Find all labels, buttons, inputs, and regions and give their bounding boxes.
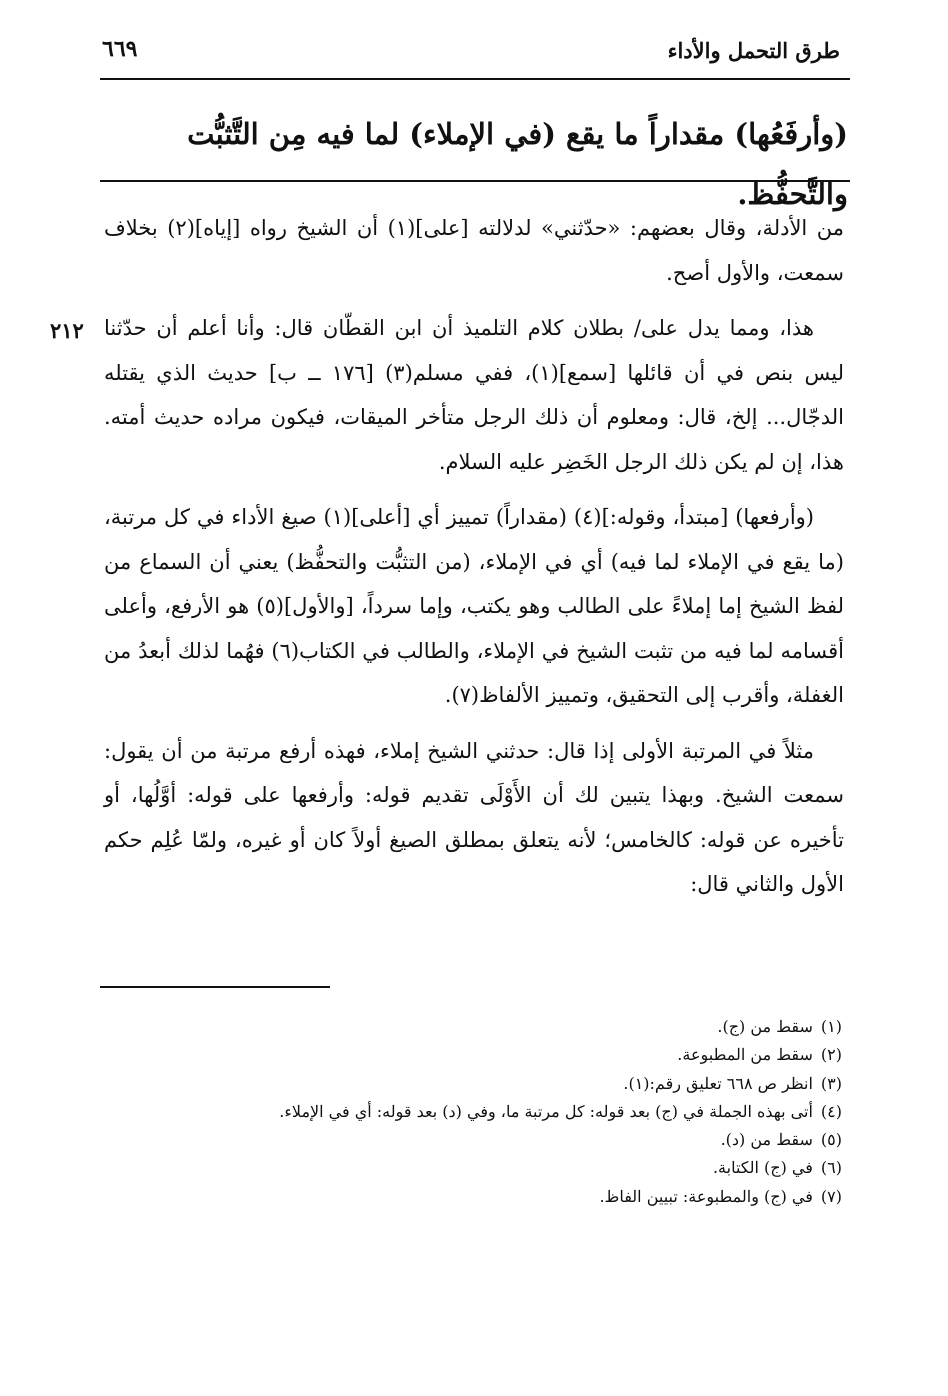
footnote-number: (٦) <box>820 1158 842 1178</box>
footnote-number: (٤) <box>820 1101 842 1121</box>
footnote-text: في (ج) والمطبوعة: تبيين الفاظ. <box>599 1186 813 1206</box>
manuscript-folio-note: ٢١٢ <box>50 318 84 343</box>
footnote <box>102 1098 842 1126</box>
paragraph: مثلاً في المرتبة الأولى إذا قال: حدثني الشيخ إملاء، فهذه أرفع مرتبة من أن يقول: سمعت الشيخ. وبهذا يتبين لك أن الأَوْلَى تقديم قوله: وأرفعها على قوله: أوَّلُها، أو تأخيره عن قوله: كالخامس؛ لأنه يتعلق بمطلق الصيغ أولاً كان أو غيره، ولمّا عُلِم حكم الأول والثاني قال: <box>104 738 844 896</box>
footnote <box>102 1126 842 1154</box>
matn-text: (وأرفَعُها) مقداراً ما يقع (في الإملاء) لما فيه مِن التَّثبُّت والتَّحفُّظ. <box>187 117 848 211</box>
footnote-text: سقط من المطبوعة. <box>677 1045 813 1065</box>
footnote-text: في (ج) الكتابة. <box>712 1158 813 1178</box>
footnote-text: انظر ص ٦٦٨ تعليق رقم:(١). <box>623 1073 813 1093</box>
footnote <box>102 1013 842 1041</box>
footnote-text: سقط من (د). <box>720 1130 813 1150</box>
footnote-number: (٧) <box>820 1186 842 1206</box>
footnote <box>102 1154 842 1182</box>
footnote <box>102 1041 842 1069</box>
footnote-text: أتى بهذه الجملة في (ج) بعد قوله: كل مرتبة ما، وفي (د) بعد قوله: أي في الإملاء. <box>279 1101 813 1121</box>
footnote <box>102 1070 842 1098</box>
footnote-number: (١) <box>820 1017 842 1036</box>
paragraph: هذا، ومما يدل على/ بطلان كلام التلميذ أن ابن القطّان قال: وأنا أعلم أن حدّثنا ليس بنص في أن قائلها [سمع](١)، ففي مسلم(٣) [١٧٦ ــ ب] حديث الذي يقتله الدجّال... إلخ، قال: ومعلوم أن ذلك الرجل متأخر الميقات، فيكون مراده حديث أمته. هذا، إن لم يكن ذلك الرجل الخَضِر عليه السلام. <box>104 316 844 474</box>
page-number: ٦٦٩ <box>102 36 138 62</box>
running-head: طرق التحمل والأداء <box>667 38 840 63</box>
paragraph: (وأرفعها) [مبتدأ، وقوله:](٤) (مقداراً) تمييز أي [أعلى](١) صيغ الأداء في كل مرتبة، (ما يقع في الإملاء لما فيه) أي في الإملاء، (من التثبُّت والتحفُّظ) يعني أن السماع من لفظ الشيخ إما إملاءً على الطالب وهو يكتب، وإما سرداً، [والأول](٥) هو الأرفع، وأعلى أقسامه لما فيه من تثبت الشيخ في الإملاء، والطالب في الكتاب(٦) فهُما لذلك أبعدُ من الغفلة، وأقرب إلى التحقيق، وتمييز الألفاظ(٧). <box>104 505 844 707</box>
footnote-number: (٢) <box>820 1045 842 1065</box>
footnote-number: (٥) <box>820 1130 842 1150</box>
header-rule <box>100 78 850 80</box>
footnote-text: سقط من (ج). <box>717 1017 813 1036</box>
footnote-number: (٣) <box>820 1073 842 1093</box>
footnotes-list <box>102 1013 842 1211</box>
paragraph: من الأدلة، وقال بعضهم: «حدّثني» لدلالته [على](١) أن الشيخ رواه [إياه](٢) بخلاف سمعت، والأول أصح. <box>104 216 844 285</box>
matn-rule <box>100 180 850 182</box>
commentary-body <box>104 206 844 918</box>
footnote <box>102 1183 842 1211</box>
footnote-rule <box>100 986 330 988</box>
